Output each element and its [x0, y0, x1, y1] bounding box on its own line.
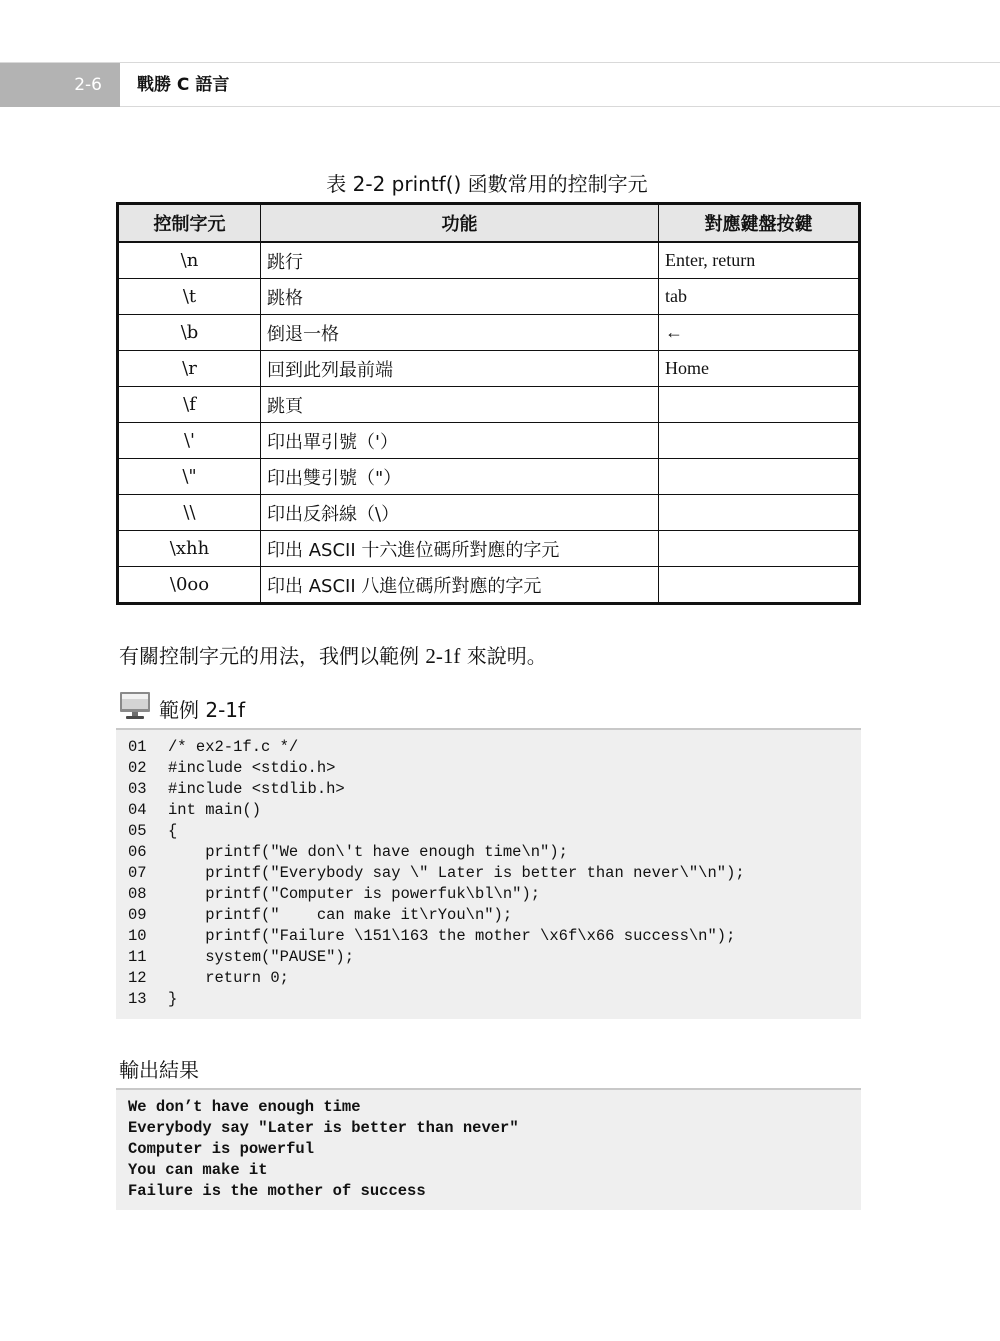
- line-number: 13: [128, 990, 147, 1008]
- table-row: [118, 459, 860, 495]
- output-line: Computer is powerful: [128, 1140, 315, 1158]
- key-cell: [659, 423, 860, 459]
- output-listing: [116, 1088, 861, 1210]
- code-line: [128, 863, 745, 884]
- line-number: 10: [128, 927, 147, 945]
- book-title: 戰勝 C 語言: [137, 75, 230, 95]
- code-text: printf("We don\'t have enough time\n");: [168, 843, 568, 861]
- code-line: [128, 737, 298, 758]
- intro-paragraph: [119, 640, 547, 669]
- key-cell: tab: [659, 279, 860, 315]
- code-text: return 0;: [168, 969, 289, 987]
- code-text: #include <stdlib.h>: [168, 780, 345, 798]
- code-text: printf("Everybody say \" Later is better than never\"\n");: [168, 864, 745, 882]
- header-rule-bottom: [120, 106, 1000, 107]
- table-row: [118, 531, 860, 567]
- function-cell: 印出 ASCII 十六進位碼所對應的字元: [261, 531, 659, 567]
- control-char-cell: \f: [118, 387, 261, 423]
- line-number: 08: [128, 885, 147, 903]
- line-number: 11: [128, 948, 147, 966]
- code-line: [128, 842, 568, 863]
- table-row: [118, 242, 860, 279]
- output-line: We don’t have enough time: [128, 1098, 361, 1116]
- line-number: 07: [128, 864, 147, 882]
- line-number: 09: [128, 906, 147, 924]
- control-char-cell: \t: [118, 279, 261, 315]
- code-line: [128, 968, 289, 989]
- example-heading: [119, 692, 245, 724]
- function-cell: 印出單引號（'）: [261, 423, 659, 459]
- control-char-cell: \': [118, 423, 261, 459]
- line-number: 12: [128, 969, 147, 987]
- output-line: Everybody say "Later is better than never": [128, 1119, 519, 1137]
- control-char-cell: \b: [118, 315, 261, 351]
- output-line: Failure is the mother of success: [128, 1182, 426, 1200]
- table-header-row: [118, 204, 860, 243]
- line-number: 04: [128, 801, 147, 819]
- control-char-cell: \r: [118, 351, 261, 387]
- table-row: [118, 387, 860, 423]
- line-number: 01: [128, 738, 147, 756]
- code-line: [128, 779, 345, 800]
- function-cell: 跳行: [261, 242, 659, 279]
- paragraph-text-before: 有關控制字元的用法，我們以範例: [119, 644, 426, 668]
- code-line: [128, 821, 177, 842]
- code-text: printf(" can make it\rYou\n");: [168, 906, 513, 924]
- key-cell: [659, 567, 860, 604]
- code-line: [128, 989, 177, 1010]
- function-cell: 倒退一格: [261, 315, 659, 351]
- line-number: 06: [128, 843, 147, 861]
- key-cell: [659, 531, 860, 567]
- control-char-cell: \": [118, 459, 261, 495]
- table-header-cell: 對應鍵盤按鍵: [659, 204, 860, 243]
- page-number: 2-6: [0, 63, 120, 107]
- function-cell: 印出 ASCII 八進位碼所對應的字元: [261, 567, 659, 604]
- code-text: #include <stdio.h>: [168, 759, 336, 777]
- code-text: printf("Failure \151\163 the mother \x6f\x66 success\n");: [168, 927, 736, 945]
- table-row: [118, 423, 860, 459]
- function-cell: 回到此列最前端: [261, 351, 659, 387]
- key-cell: ←: [659, 315, 860, 351]
- line-number: 03: [128, 780, 147, 798]
- function-cell: 跳格: [261, 279, 659, 315]
- computer-monitor-icon: [119, 691, 151, 725]
- code-text: int main(): [168, 801, 262, 819]
- example-label: 範例 2-1f: [159, 697, 246, 722]
- code-text: system("PAUSE");: [168, 948, 355, 966]
- line-number: 05: [128, 822, 147, 840]
- code-text: printf("Computer is powerfuk\bl\n");: [168, 885, 541, 903]
- key-cell: [659, 387, 860, 423]
- table-row: [118, 495, 860, 531]
- code-line: [128, 947, 354, 968]
- code-line: [128, 926, 735, 947]
- control-char-cell: \xhh: [118, 531, 261, 567]
- code-text: /* ex2-1f.c */: [168, 738, 299, 756]
- table-row: [118, 315, 860, 351]
- table-caption: 表 2-2 printf() 函數常用的控制字元: [326, 172, 648, 196]
- code-text: {: [168, 822, 178, 840]
- key-cell: [659, 459, 860, 495]
- code-line: [128, 758, 335, 779]
- table-row: [118, 351, 860, 387]
- control-char-table: [116, 202, 861, 605]
- control-char-cell: \0oo: [118, 567, 261, 604]
- paragraph-example-ref: 2-1f: [425, 644, 461, 668]
- table-row: [118, 279, 860, 315]
- output-line: You can make it: [128, 1161, 268, 1179]
- function-cell: 跳頁: [261, 387, 659, 423]
- control-char-cell: \n: [118, 242, 261, 279]
- code-line: [128, 884, 540, 905]
- key-cell: [659, 495, 860, 531]
- key-cell: Home: [659, 351, 860, 387]
- paragraph-text-after: 來說明。: [460, 644, 547, 668]
- function-cell: 印出雙引號（"）: [261, 459, 659, 495]
- code-text: }: [168, 990, 178, 1008]
- code-line: [128, 800, 261, 821]
- output-heading: 輸出結果: [119, 1058, 199, 1082]
- line-number: 02: [128, 759, 147, 777]
- table-header-cell: 功能: [261, 204, 659, 243]
- table-header-cell: 控制字元: [118, 204, 261, 243]
- table-row: [118, 567, 860, 604]
- code-line: [128, 905, 512, 926]
- function-cell: 印出反斜線（\）: [261, 495, 659, 531]
- control-char-cell: \\: [118, 495, 261, 531]
- code-listing: [116, 728, 861, 1019]
- key-cell: Enter, return: [659, 242, 860, 279]
